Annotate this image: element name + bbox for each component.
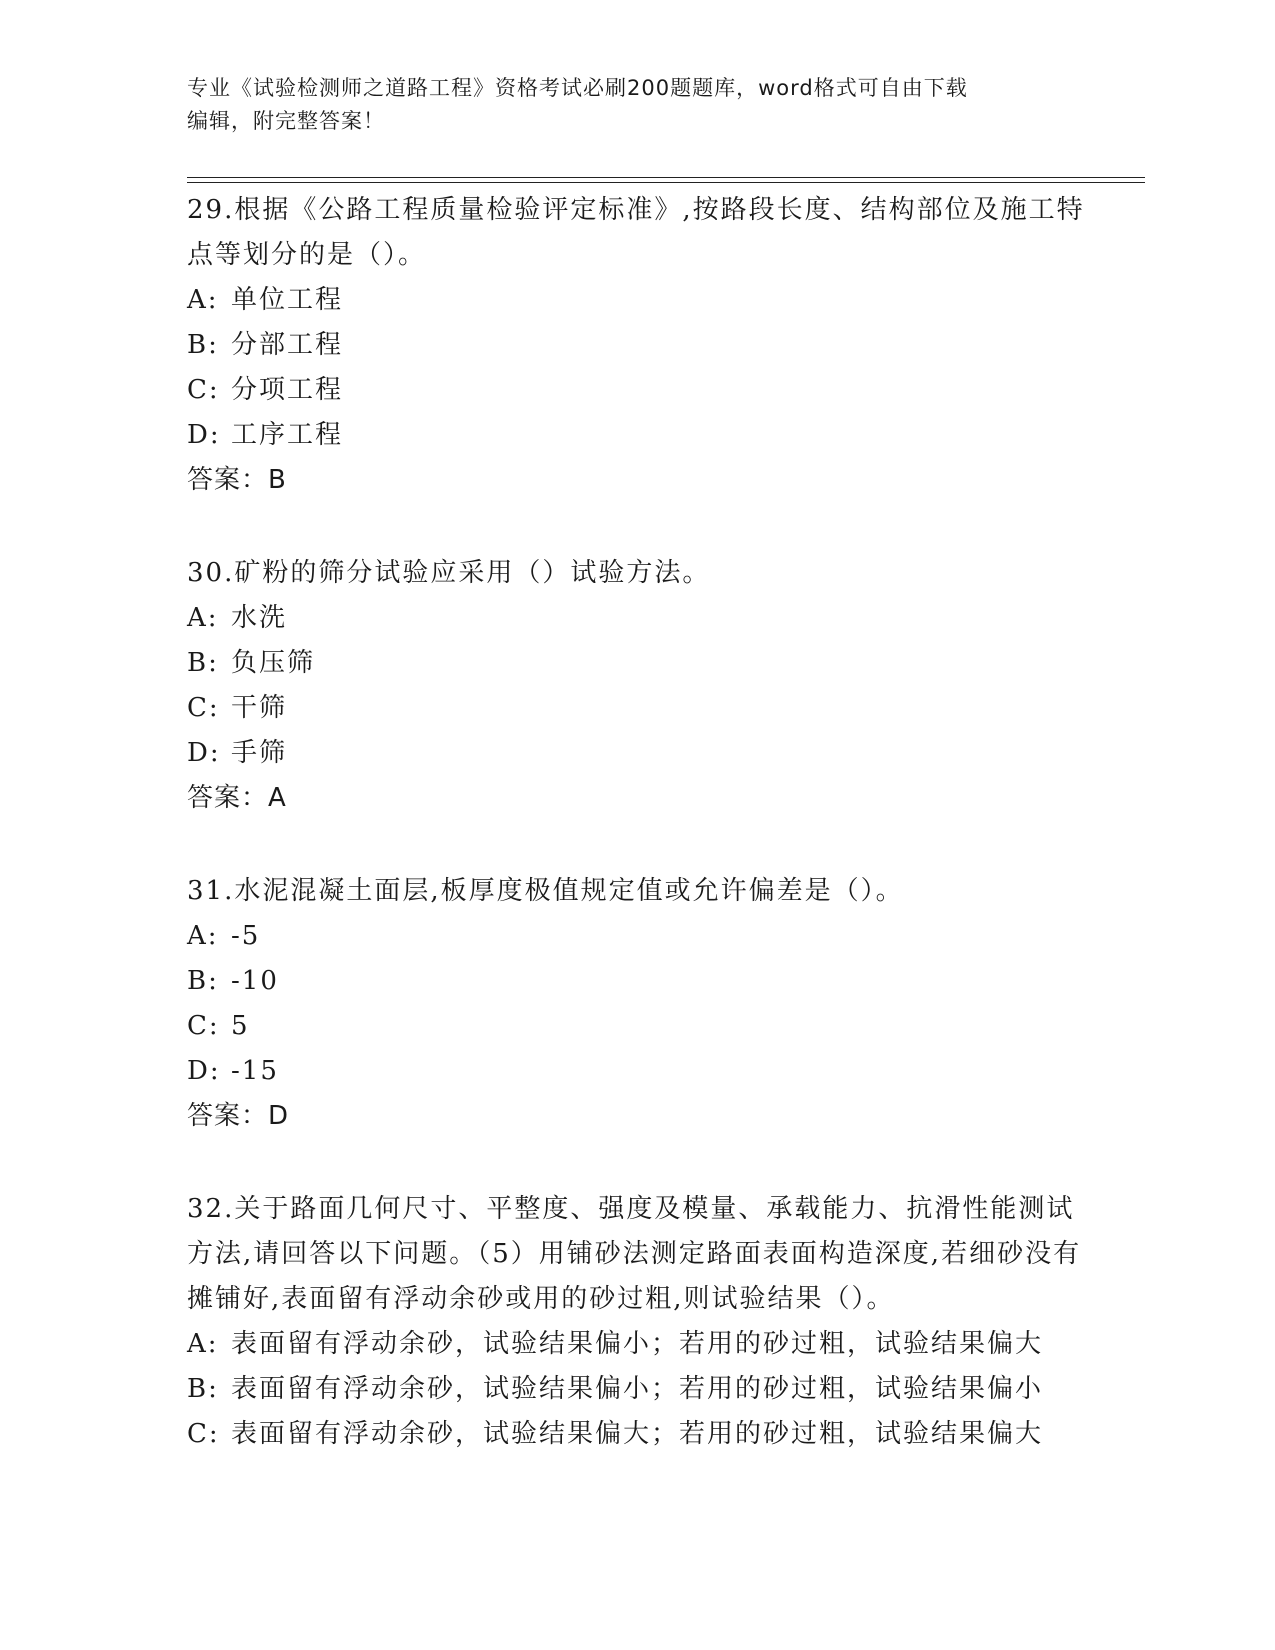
- option-letter: C:: [187, 375, 220, 405]
- question-29: [187, 188, 1087, 503]
- option-b: [187, 1367, 1087, 1412]
- option-text: -5: [231, 921, 261, 951]
- option-c: [187, 368, 1087, 413]
- option-text: 负压筛: [231, 648, 316, 678]
- option-letter: C:: [187, 693, 220, 723]
- question-stem: 32.关于路面几何尺寸、平整度、强度及模量、承载能力、抗滑性能测试方法,请回答以下问题。（5）用铺砂法测定路面表面构造深度,若细砂没有摊铺好,表面留有浮动余砂或用的砂过粗,则试验结果（）。: [187, 1194, 1082, 1314]
- header-divider-top: [187, 177, 1145, 178]
- question-stem: 29.根据《公路工程质量检验评定标准》,按路段长度、结构部位及施工特点等划分的是（）。: [187, 195, 1085, 270]
- option-letter: B:: [187, 330, 219, 360]
- option-letter: C:: [187, 1419, 220, 1449]
- option-letter: D:: [187, 1056, 221, 1086]
- option-text: 表面留有浮动余砂，试验结果偏小；若用的砂过粗，试验结果偏小: [231, 1374, 1044, 1404]
- option-letter: A:: [187, 1329, 219, 1359]
- option-text: 手筛: [231, 738, 288, 768]
- option-c: [187, 1004, 1087, 1049]
- header-divider-bottom: [187, 182, 1145, 183]
- question-30: [187, 551, 1087, 821]
- question-31: [187, 869, 1087, 1139]
- option-a: [187, 596, 1087, 641]
- question-list: [187, 188, 1087, 1457]
- option-d: [187, 731, 1087, 776]
- question-stem: 31.水泥混凝土面层,板厚度极值规定值或允许偏差是（）。: [187, 876, 904, 906]
- option-letter: B:: [187, 1374, 219, 1404]
- option-text: 水洗: [231, 603, 288, 633]
- option-letter: A:: [187, 603, 219, 633]
- answer-line: 答案：D: [187, 1101, 290, 1131]
- option-text: 表面留有浮动余砂，试验结果偏小；若用的砂过粗，试验结果偏大: [231, 1329, 1044, 1359]
- option-text: 分项工程: [231, 375, 344, 405]
- answer-line: 答案：B: [187, 465, 287, 495]
- option-d: [187, 413, 1087, 458]
- option-letter: D:: [187, 420, 221, 450]
- option-c: [187, 1412, 1087, 1457]
- header-line-1: 专业《试验检测师之道路工程》资格考试必刷200题题库，word格式可自由下载: [187, 76, 968, 100]
- option-letter: B:: [187, 648, 219, 678]
- option-b: [187, 959, 1087, 1004]
- option-a: [187, 278, 1087, 323]
- option-text: 分部工程: [231, 330, 344, 360]
- option-text: -10: [231, 966, 279, 996]
- document-header: [187, 72, 1087, 138]
- option-letter: C:: [187, 1011, 220, 1041]
- option-a: [187, 914, 1087, 959]
- option-text: 工序工程: [231, 420, 344, 450]
- option-letter: A:: [187, 285, 219, 315]
- option-letter: B:: [187, 966, 219, 996]
- option-d: [187, 1049, 1087, 1094]
- option-b: [187, 641, 1087, 686]
- question-32: [187, 1187, 1087, 1457]
- question-stem: 30.矿粉的筛分试验应采用（）试验方法。: [187, 558, 711, 588]
- option-letter: A:: [187, 921, 219, 951]
- option-letter: D:: [187, 738, 221, 768]
- answer-line: 答案：A: [187, 783, 287, 813]
- option-c: [187, 686, 1087, 731]
- option-text: 干筛: [231, 693, 288, 723]
- option-text: 单位工程: [231, 285, 344, 315]
- option-text: -15: [231, 1056, 279, 1086]
- option-text: 表面留有浮动余砂，试验结果偏大；若用的砂过粗，试验结果偏大: [231, 1419, 1044, 1449]
- option-b: [187, 323, 1087, 368]
- header-line-2: 编辑，附完整答案！: [187, 109, 385, 133]
- option-a: [187, 1322, 1087, 1367]
- option-text: 5: [231, 1011, 250, 1041]
